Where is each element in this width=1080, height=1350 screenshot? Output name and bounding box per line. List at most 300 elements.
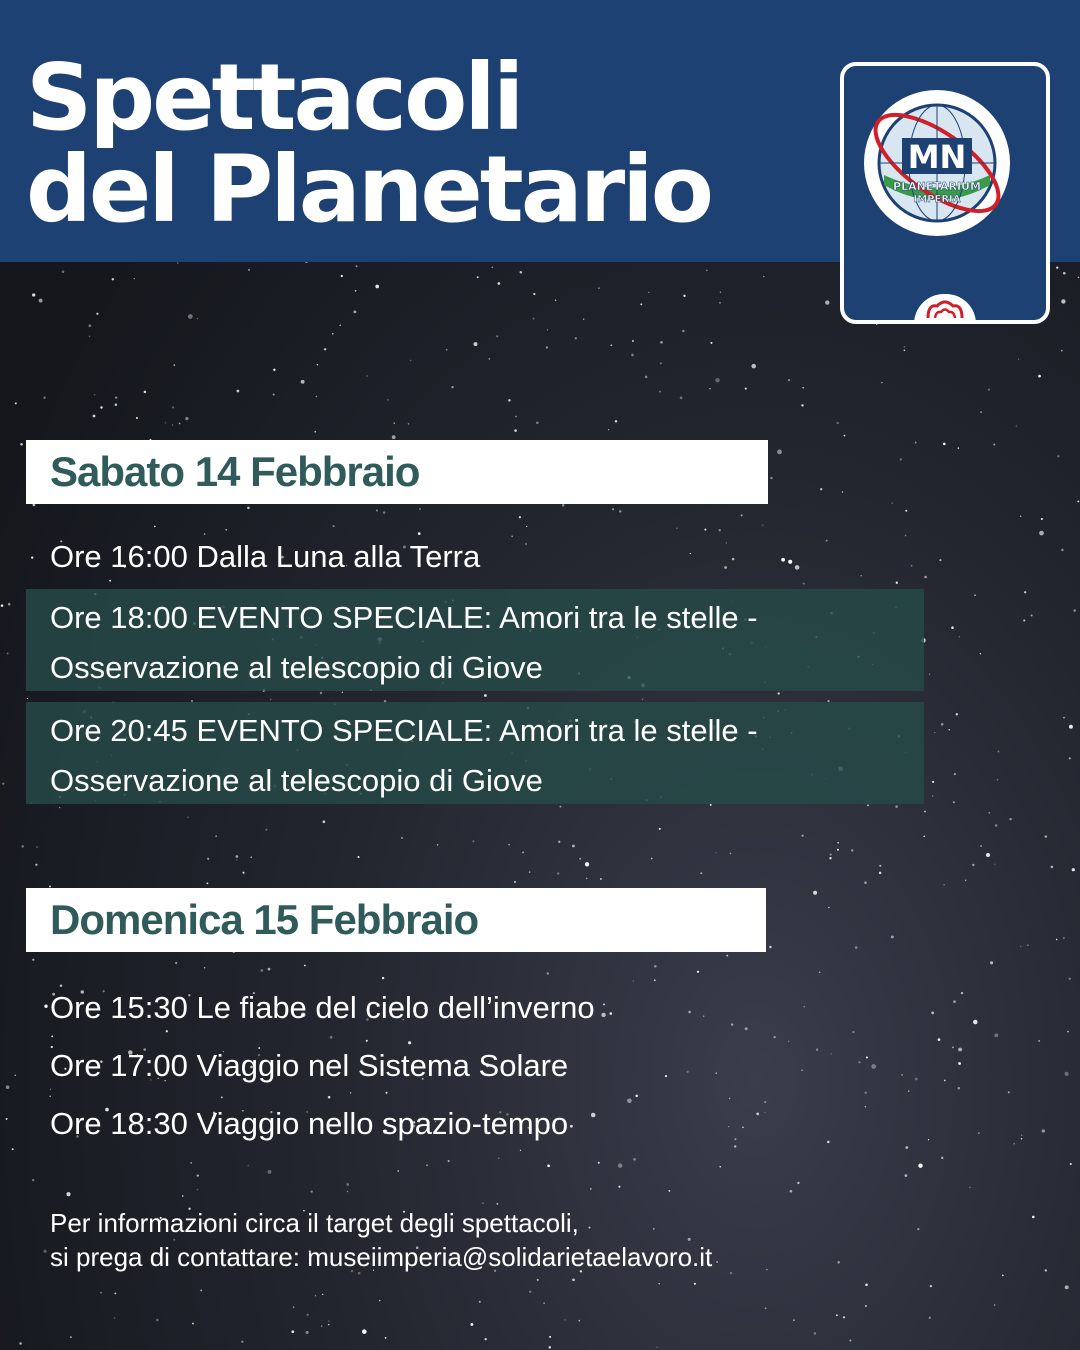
star (762, 525, 763, 526)
star (645, 376, 648, 379)
star (1069, 725, 1073, 729)
star (654, 965, 657, 968)
star (39, 299, 43, 303)
star (697, 971, 699, 973)
star (237, 390, 240, 393)
star (651, 858, 653, 860)
star (924, 811, 926, 813)
star (533, 293, 535, 295)
star (543, 1302, 545, 1304)
star (941, 1157, 943, 1159)
star (215, 835, 216, 836)
star (248, 1165, 249, 1166)
star (745, 1027, 748, 1030)
star (350, 1092, 351, 1093)
star (330, 1036, 333, 1039)
star (347, 1191, 348, 1192)
event-item-highlight (26, 589, 924, 691)
star (7, 652, 9, 654)
star (765, 1307, 767, 1309)
star (268, 1170, 272, 1174)
star (557, 872, 559, 874)
star (716, 1073, 717, 1074)
star (321, 1325, 322, 1326)
star (618, 1163, 623, 1168)
star (100, 1292, 102, 1294)
star (549, 1336, 551, 1338)
star (354, 311, 357, 314)
star (627, 1099, 632, 1104)
star (837, 842, 839, 844)
star (726, 542, 728, 544)
star (819, 972, 821, 974)
star (225, 529, 227, 531)
star (386, 1092, 388, 1094)
star (1021, 1135, 1022, 1136)
star (904, 349, 906, 351)
star (520, 271, 523, 274)
star (572, 1278, 575, 1281)
star (533, 318, 535, 320)
star (974, 595, 975, 596)
star (206, 882, 208, 884)
star (89, 336, 91, 338)
star (2, 783, 4, 785)
star (247, 507, 250, 510)
star (802, 835, 804, 837)
event-text: Ore 20:45 EVENTO SPECIALE: Amori tra le stelle - Osservazione al telescopio di Giove (50, 713, 758, 798)
star (795, 565, 800, 570)
star (600, 878, 602, 880)
star (32, 293, 35, 296)
star (726, 955, 728, 957)
star (632, 340, 634, 342)
star (995, 824, 997, 826)
star (719, 1166, 721, 1168)
star (915, 442, 917, 444)
star (1045, 1269, 1047, 1271)
star (27, 698, 28, 699)
star (558, 841, 560, 843)
star (410, 360, 412, 362)
star (719, 529, 721, 531)
star (766, 1269, 767, 1270)
star (585, 862, 589, 866)
star (994, 1033, 998, 1037)
star (941, 723, 944, 726)
star (659, 828, 661, 830)
star (583, 318, 584, 319)
star (1065, 1072, 1069, 1076)
star (788, 1041, 789, 1042)
star (154, 526, 156, 528)
star (236, 859, 237, 860)
star (619, 510, 622, 513)
star (182, 1195, 183, 1196)
star (508, 844, 509, 845)
star (62, 270, 65, 273)
star (446, 349, 448, 351)
star (734, 1145, 736, 1147)
star (474, 342, 478, 346)
star (844, 435, 846, 437)
star (562, 504, 565, 507)
star (1070, 1163, 1072, 1165)
star (1061, 350, 1063, 352)
star (32, 959, 34, 961)
star (496, 335, 498, 337)
star (20, 443, 23, 446)
star (387, 399, 389, 401)
star (788, 379, 790, 381)
logo-text-line-2: IMPERIA (913, 194, 961, 205)
star (719, 302, 721, 304)
star (174, 364, 176, 366)
star (986, 853, 990, 857)
brand-tab (914, 294, 976, 324)
star (207, 858, 209, 860)
star (715, 378, 720, 383)
star (44, 1005, 47, 1008)
star (704, 529, 706, 531)
star (355, 290, 357, 292)
star (241, 1341, 243, 1343)
star (849, 1340, 851, 1342)
star (891, 935, 894, 938)
star (656, 1346, 657, 1347)
star (385, 1337, 387, 1339)
star (654, 979, 656, 981)
star (15, 402, 17, 404)
star (248, 269, 250, 271)
star (871, 1064, 876, 1069)
star (314, 431, 316, 433)
star (484, 694, 487, 697)
star (197, 1189, 198, 1190)
star (1072, 868, 1075, 871)
star (1061, 299, 1065, 303)
star (96, 313, 98, 315)
star (376, 509, 378, 511)
star (929, 674, 930, 675)
star (635, 1095, 638, 1098)
star (731, 1023, 733, 1025)
star (842, 491, 843, 492)
star (954, 773, 956, 775)
star (836, 1314, 838, 1316)
star (242, 872, 244, 874)
star (315, 1295, 316, 1296)
star (1069, 978, 1071, 980)
star (485, 1338, 487, 1340)
star (905, 535, 907, 537)
star (382, 977, 384, 979)
star (924, 576, 927, 579)
star (179, 423, 181, 425)
star (36, 846, 37, 847)
day-label: Sabato 14 Febbraio (50, 448, 420, 495)
star (988, 812, 990, 814)
star (549, 1346, 551, 1348)
star (998, 751, 1000, 753)
star (489, 358, 491, 360)
star (881, 382, 882, 383)
star (690, 553, 691, 554)
star (1038, 1040, 1040, 1042)
star (724, 566, 727, 569)
brand-mark-icon (914, 294, 976, 324)
star (144, 391, 147, 394)
star (773, 1036, 775, 1038)
star (114, 1317, 116, 1319)
star (943, 884, 944, 885)
star (745, 388, 747, 390)
star (633, 980, 634, 981)
star (375, 285, 379, 289)
star (993, 443, 995, 445)
star (951, 626, 954, 629)
star (900, 458, 902, 460)
star (892, 502, 893, 503)
event-item: Ore 15:30 Le fiabe del cielo dell’inverno (50, 990, 595, 1025)
star (537, 1279, 539, 1281)
star (575, 337, 577, 339)
star (1038, 375, 1041, 378)
star (332, 333, 334, 335)
star (1042, 1129, 1045, 1132)
star (356, 265, 358, 267)
star (814, 1332, 816, 1334)
star (419, 508, 420, 509)
star (961, 992, 963, 994)
event-item-highlight (26, 702, 924, 804)
star (1063, 272, 1066, 275)
star (852, 1031, 854, 1033)
star (994, 864, 995, 865)
star (114, 1292, 116, 1294)
star (901, 1074, 903, 1076)
star (44, 1250, 47, 1253)
star (19, 1342, 22, 1345)
star (1, 604, 4, 607)
star (491, 266, 493, 268)
star (801, 1069, 802, 1070)
star (317, 364, 318, 365)
star (742, 1127, 744, 1129)
star (547, 329, 548, 330)
star (165, 422, 166, 423)
star (136, 417, 138, 419)
star (6, 1085, 10, 1089)
star (694, 1283, 696, 1285)
star (980, 845, 982, 847)
star (1020, 516, 1021, 517)
star (94, 394, 96, 396)
star (734, 1138, 736, 1140)
star (520, 1150, 521, 1151)
star (865, 1106, 866, 1107)
star (156, 1319, 159, 1322)
star (932, 795, 933, 796)
star (519, 516, 521, 518)
star (529, 871, 531, 873)
star (660, 341, 663, 344)
star (827, 1141, 829, 1143)
star (508, 399, 510, 401)
star (764, 1112, 765, 1113)
star (866, 1056, 868, 1058)
star (710, 342, 712, 344)
star (333, 525, 335, 527)
star (843, 1316, 845, 1318)
star (324, 348, 326, 350)
star (676, 528, 677, 529)
star (930, 1285, 932, 1287)
star (1063, 717, 1065, 719)
star (590, 1188, 592, 1190)
star (175, 962, 177, 964)
star (346, 1183, 349, 1186)
star (6, 1118, 8, 1120)
star (915, 1078, 918, 1081)
star (640, 303, 642, 305)
star (928, 1139, 929, 1140)
star (525, 543, 527, 545)
star (188, 314, 193, 319)
star (43, 397, 45, 399)
star (642, 699, 643, 700)
star (250, 856, 251, 857)
star (270, 699, 272, 701)
star (788, 560, 792, 564)
star (797, 1182, 799, 1184)
day-label: Domenica 15 Febbraio (50, 896, 479, 943)
star (448, 1160, 450, 1162)
star (401, 837, 403, 839)
event-item: Ore 17:00 Viaggio nel Sistema Solare (50, 1048, 569, 1083)
star (187, 817, 188, 818)
star (204, 967, 205, 968)
star (260, 969, 263, 972)
star (192, 1323, 194, 1325)
star (965, 880, 966, 881)
title-line-1: Spettacoli (26, 44, 522, 151)
star (547, 1164, 550, 1167)
star (59, 807, 60, 808)
star (911, 565, 913, 567)
star (918, 1164, 922, 1168)
star (304, 965, 306, 967)
logo-monogram: MN (907, 138, 967, 176)
star (200, 1289, 202, 1291)
star (366, 375, 367, 376)
star (172, 424, 174, 426)
star (958, 1048, 962, 1052)
star (934, 732, 935, 733)
star (511, 536, 513, 538)
page-title (26, 44, 711, 243)
star (1077, 500, 1079, 502)
star (383, 511, 385, 513)
star (680, 397, 683, 400)
star (770, 477, 772, 479)
star (49, 1096, 51, 1098)
star (311, 1190, 313, 1192)
star (1061, 549, 1063, 551)
star (591, 1113, 596, 1118)
star (93, 415, 96, 418)
star (496, 1203, 498, 1205)
star (265, 829, 267, 831)
star (1065, 1285, 1069, 1289)
star (546, 346, 548, 348)
star (115, 397, 117, 399)
star (392, 435, 396, 439)
star (763, 276, 764, 277)
star (172, 406, 174, 408)
star (100, 406, 102, 408)
star (905, 1146, 908, 1149)
star (980, 653, 981, 654)
star (293, 1306, 294, 1307)
star (529, 1291, 531, 1293)
star (1045, 835, 1047, 837)
star (803, 583, 805, 585)
star (482, 1202, 484, 1204)
star (236, 855, 239, 858)
star (741, 514, 743, 516)
star (8, 603, 11, 606)
star (830, 854, 832, 856)
star (703, 1015, 704, 1016)
star (1027, 944, 1028, 945)
star (610, 1012, 613, 1015)
star (858, 1061, 860, 1063)
star (953, 801, 955, 803)
star (790, 1190, 793, 1193)
star (1078, 277, 1080, 279)
star (570, 1125, 573, 1128)
planetarium-logo-card (840, 62, 1050, 324)
star (829, 857, 831, 859)
star (268, 968, 271, 971)
star (825, 300, 829, 304)
star (306, 1331, 309, 1334)
star (498, 1157, 499, 1158)
star (479, 1301, 481, 1303)
star (437, 844, 438, 845)
star (112, 278, 114, 280)
info-line-2: si prega di contattare: museiimperia@solidarietaelavoro.it (50, 1242, 713, 1272)
star (273, 369, 275, 371)
globe-icon (864, 90, 1010, 236)
star (700, 872, 702, 874)
star (865, 1283, 868, 1286)
star (1013, 1143, 1015, 1145)
star (1024, 591, 1026, 593)
star (547, 972, 549, 974)
star (357, 856, 359, 858)
star (855, 946, 858, 949)
star (953, 1000, 956, 1003)
star (988, 388, 990, 390)
star (470, 1323, 473, 1326)
star (408, 423, 410, 425)
star (980, 411, 982, 413)
star (959, 636, 961, 638)
star (716, 1261, 718, 1263)
star (831, 1053, 832, 1054)
